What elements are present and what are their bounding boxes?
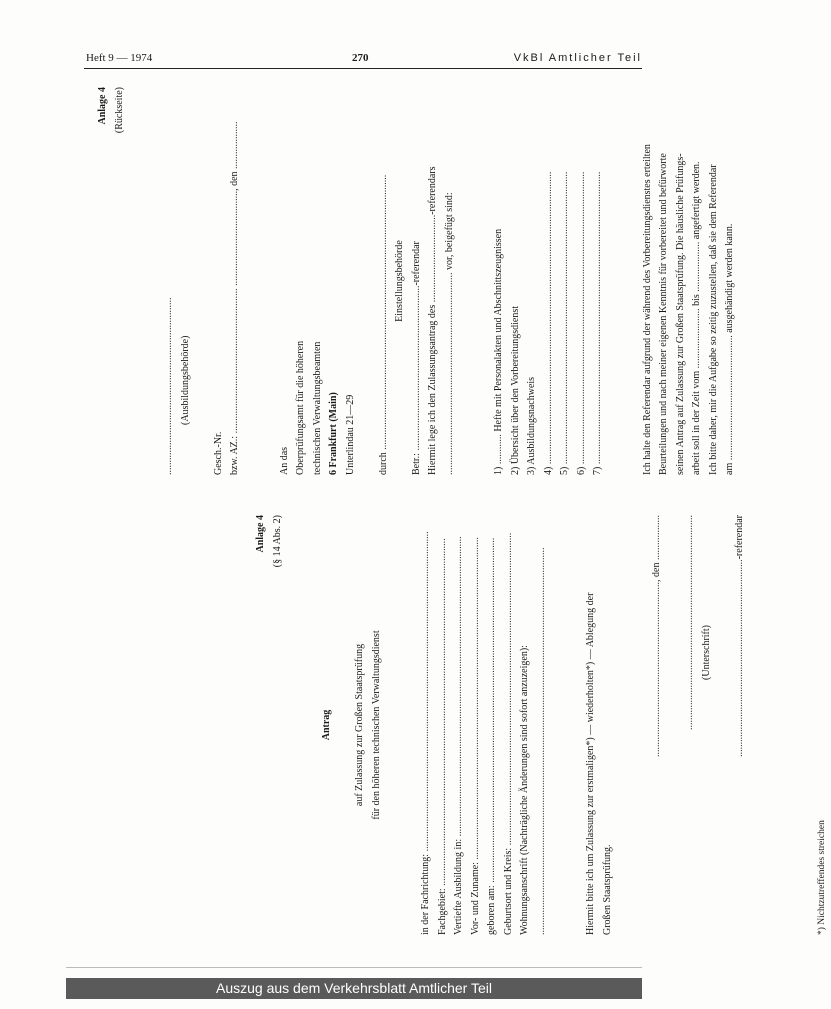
header-journal: VkBl Amtlicher Teil	[513, 52, 642, 64]
statement-line-3: seinen Antrag auf Zulassung zur Großen Staatsprüfung. Die häusliche Prüfungs-	[674, 153, 686, 475]
az-line[interactable]: bzw. AZ.: .......................................................... ......................................, den ...................	[229, 121, 240, 475]
header-rule	[84, 68, 642, 69]
address-line-4: Unterlindau 21—29	[344, 394, 356, 475]
anlage-ref: (§ 14 Abs. 2)	[271, 515, 283, 568]
address-an-das: An das	[278, 446, 290, 475]
field-wohnungsanschrift-line[interactable]: ...........................................................................................................................................................	[535, 547, 547, 935]
list-item: 3) Ausbildungsnachweis	[526, 376, 537, 475]
list-item[interactable]: 7) .....................................................................................................................	[592, 171, 603, 475]
statement-line-4: arbeit soll in der Zeit vom ........................ bis .................... angefertigt werden.	[691, 161, 702, 475]
statement-line-2: Beurteilungen und nach meiner eigenen Kenntnis für vorbereitet und befürworte	[658, 153, 669, 475]
form-front	[253, 515, 831, 935]
einstellungsbehoerde-label: Einstellungsbehörde	[394, 240, 405, 322]
statement-line-6: am .................................................. ausgehändigt werden kann.	[724, 223, 735, 475]
address-line-1: Oberprüfungsamt für die höheren	[295, 340, 306, 475]
field-wohnungsanschrift: Wohnungsanschrift (Nachträgliche Änderungen sind sofort anzuzeigen):	[519, 645, 530, 935]
footer-banner: Auszug aus dem Verkehrsblatt Amtlicher Teil	[66, 978, 642, 999]
request-text-1: Hiermit bitte ich um Zulassung zur erstmaligen*) — wiederholten*) — Ablegung der	[585, 592, 596, 935]
form-subtitle-2: für den höheren technischen Verwaltungsdienst	[370, 630, 382, 820]
form-subtitle-1: auf Zulassung zur Großen Staatsprüfung	[354, 643, 365, 807]
header-issue: Heft 9 — 1974	[86, 52, 153, 64]
list-item[interactable]: 5) .....................................................................................................................	[559, 171, 570, 475]
hiermit-line-2: ................................................................................. vor, beigefügt sind:	[443, 192, 455, 475]
form-back	[95, 87, 739, 475]
referendar-line[interactable]: ...............................................................................-referendar	[733, 515, 745, 757]
gesch-nr: Gesch.-Nr.	[212, 431, 224, 475]
statement-line-5: Ich bitte daher, mir die Aufgabe so zeitig zuzustellen, daß sie dem Referendar	[707, 164, 719, 475]
authority-line[interactable]: .......................................................................	[163, 297, 174, 475]
betr-line[interactable]: Betr.: ..................................................................-referendar	[410, 241, 422, 475]
authority-label: (Ausbildungsbehörde)	[179, 335, 191, 425]
field-fachgebiet[interactable]: Fachgebiet: ...........................................................................................................................................	[436, 538, 448, 935]
signature-label: (Unterschrift)	[700, 625, 712, 680]
anlage-label-back: Anlage 4	[97, 87, 108, 125]
field-geboren[interactable]: geboren am: ..........................................................................................................................................	[486, 537, 497, 935]
anlage-label: Anlage 4	[255, 515, 266, 553]
place-date-line[interactable]: ......................................................................, den ..................	[651, 515, 662, 757]
address-line-3: 6 Frankfurt (Main)	[328, 392, 339, 475]
field-vertiefte-ausbildung[interactable]: Vertiefte Ausbildung in: ........................................................................................................................	[453, 536, 464, 935]
field-name[interactable]: Vor- und Zuname: .................................................................................................................................	[469, 537, 481, 935]
field-geburtsort[interactable]: Geburtsort und Kreis: .............................................................................................................................	[502, 532, 514, 935]
durch-line[interactable]: durch ..............................................................................................................	[377, 174, 389, 475]
list-item[interactable]: 6) .....................................................................................................................	[575, 171, 587, 475]
signature-line[interactable]: ......................................................................................	[684, 515, 695, 730]
field-fachrichtung[interactable]: in der Fachrichtung: ................................................................................................................................	[420, 531, 431, 935]
form-title: Antrag	[321, 709, 332, 741]
list-item[interactable]: 4) .....................................................................................................................	[542, 171, 554, 475]
footnote: *) Nichtzutreffendes streichen	[817, 820, 827, 935]
anlage-ref-back: (Rückseite)	[113, 87, 125, 134]
list-item: 2) Übersicht über den Vorbereitungsdienst	[509, 305, 521, 475]
hiermit-line-1: Hiermit lege ich den Zulassungsantrag des ...................................-referendars	[427, 166, 438, 475]
list-item: 1) ............ Hefte mit Personalakten und Abschnittszeugnissen	[493, 228, 504, 475]
page-number: 270	[352, 52, 369, 64]
statement-line-1: Ich halte den Referendar aufgrund der während des Vorbereitungsdienstes erteilten	[641, 144, 653, 475]
request-text-2: Großen Staatsprüfung.	[601, 844, 613, 935]
footer-rule	[66, 967, 642, 968]
address-line-2: technischen Verwaltungsbeamten	[311, 341, 323, 475]
